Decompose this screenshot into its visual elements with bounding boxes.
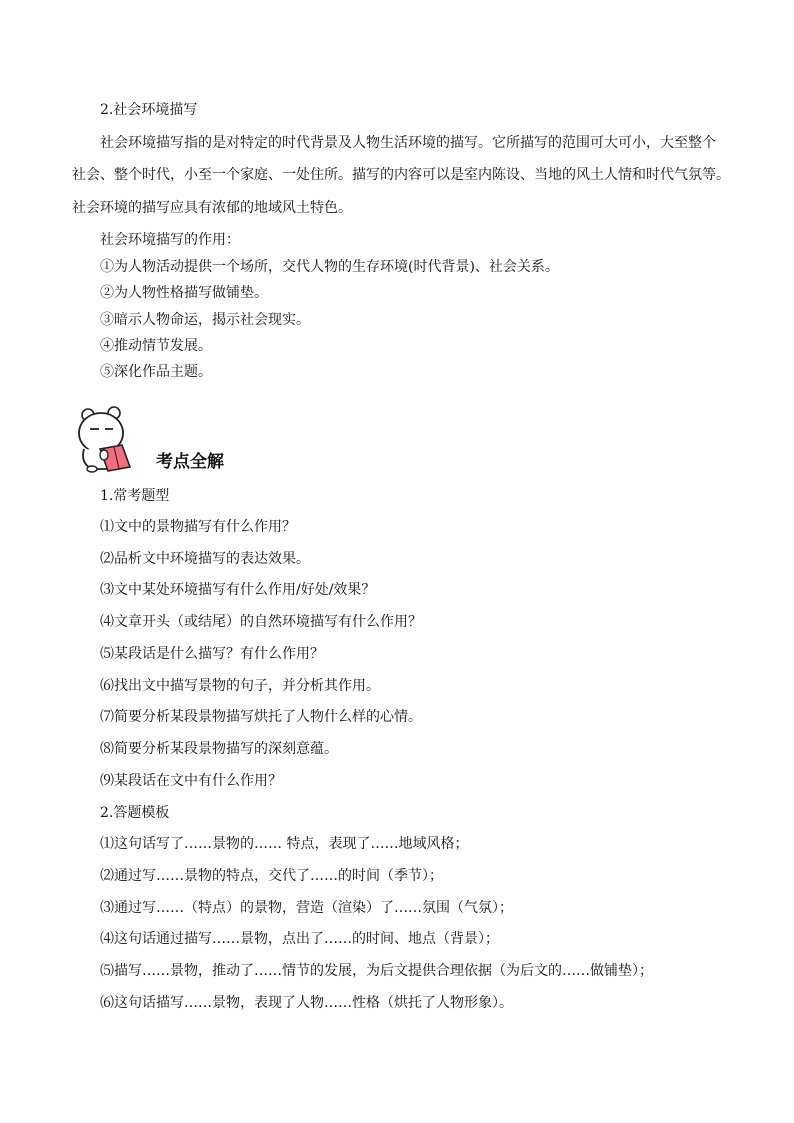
function-item: ②为人物性格描写做铺垫。 xyxy=(100,285,268,301)
subheading-common-types: 1.常考题型 xyxy=(100,488,170,504)
function-item: ④推动情节发展。 xyxy=(100,338,212,354)
answer-template-item: ⑷这句话通过描写……景物，点出了……的时间、地点（背景）； xyxy=(100,931,499,947)
exam-points-banner xyxy=(70,405,350,475)
functions-title: 社会环境描写的作用： xyxy=(100,232,240,248)
answer-template-item: ⑶通过写……（特点）的景物，营造（渲染）了……氛围（气氛）； xyxy=(100,900,513,916)
answer-template-item: ⑴这句话写了……景物的…… 特点，表现了……地域风格； xyxy=(100,836,469,852)
paragraph-line-3: 社会环境的描写应具有浓郁的地域风土特色。 xyxy=(72,200,352,216)
question-type-item: ⑺简要分析某段景物描写烘托了人物什么样的心情。 xyxy=(100,709,422,725)
bear-reading-book-icon xyxy=(70,405,150,475)
question-type-item: ⑴文中的景物描写有什么作用？ xyxy=(100,519,296,535)
answer-template-item: ⑵通过写……景物的特点，交代了……的时间（季节）； xyxy=(100,868,443,884)
subheading-answer-templates: 2.答题模板 xyxy=(100,805,170,821)
function-item: ③暗示人物命运，揭示社会现实。 xyxy=(100,312,310,328)
question-type-item: ⑹找出文中描写景物的句子，并分析其作用。 xyxy=(100,678,380,694)
section-heading-social-env: 2.社会环境描写 xyxy=(100,102,198,118)
question-type-item: ⑷文章开头（或结尾）的自然环境描写有什么作用？ xyxy=(100,614,422,630)
paragraph-line-1: 社会环境描写指的是对特定的时代背景及人物生活环境的描写。它所描写的范围可大可小，大至整个 xyxy=(100,135,716,151)
function-item: ⑤深化作品主题。 xyxy=(100,364,212,380)
answer-template-item: ⑹这句话描写……景物，表现了人物……性格（烘托了人物形象）。 xyxy=(100,995,513,1011)
paragraph-line-2: 社会、整个时代，小至一个家庭、一处住所。描写的内容可以是室内陈设、当地的风土人情和时代气氛等。 xyxy=(72,167,730,183)
question-type-item: ⑸某段话是什么描写？有什么作用？ xyxy=(100,646,324,662)
function-item: ①为人物活动提供一个场所，交代人物的生存环境(时代背景)、社会关系。 xyxy=(100,259,559,275)
question-type-item: ⑻简要分析某段景物描写的深刻意蕴。 xyxy=(100,741,338,757)
answer-template-item: ⑸描写……景物，推动了……情节的发展，为后文提供合理依据（为后文的……做铺垫）； xyxy=(100,963,653,979)
question-type-item: ⑵品析文中环境描写的表达效果。 xyxy=(100,551,310,567)
banner-title: 考点全解 xyxy=(156,452,224,472)
question-type-item: ⑼某段话在文中有什么作用？ xyxy=(100,773,282,789)
question-type-item: ⑶文中某处环境描写有什么作用/好处/效果？ xyxy=(100,582,376,598)
